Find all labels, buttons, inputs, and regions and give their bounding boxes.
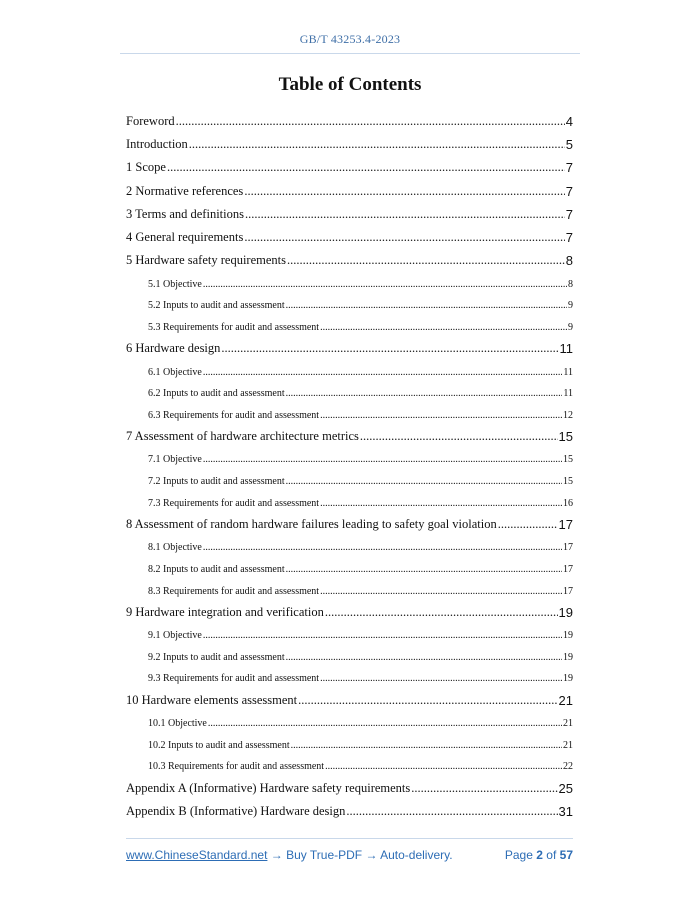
toc-entry-label: 9.2 Inputs to audit and assessment <box>148 651 285 663</box>
toc-entry-page-number: 7 <box>565 206 573 222</box>
toc-dot-leader <box>244 230 564 245</box>
toc-entry-page-number: 7 <box>565 229 573 245</box>
toc-dot-leader <box>320 673 562 684</box>
toc-entry-page-number: 9 <box>568 321 573 333</box>
toc-entry[interactable] <box>126 796 573 819</box>
toc-subentry[interactable] <box>126 532 573 554</box>
toc-dot-leader <box>286 388 563 399</box>
current-page-number: 2 <box>536 848 543 862</box>
toc-entry-label: 2 Normative references <box>126 183 244 198</box>
toc-dot-leader <box>203 279 567 290</box>
toc-entry-label: 1 Scope <box>126 160 166 175</box>
toc-entry-page-number: 8 <box>568 278 573 290</box>
toc-entry-page-number: 21 <box>563 739 573 751</box>
toc-entry[interactable] <box>126 152 573 175</box>
footer-tagline: → Buy True-PDF → Auto-delivery. <box>267 848 453 862</box>
toc-entry-page-number: 21 <box>558 692 573 708</box>
toc-subentry[interactable] <box>126 268 573 290</box>
toc-entry-page-number: 25 <box>558 780 573 796</box>
toc-entry-label: 4 General requirements <box>126 229 244 244</box>
toc-entry-label: Appendix B (Informative) Hardware design <box>126 803 346 818</box>
toc-dot-leader <box>346 804 557 819</box>
toc-subentry[interactable] <box>126 663 573 685</box>
toc-dot-leader <box>411 781 557 796</box>
toc-subentry[interactable] <box>126 553 573 575</box>
toc-entry[interactable] <box>126 509 573 532</box>
toc-entry-page-number: 15 <box>563 476 573 488</box>
toc-entry-label: 10.2 Inputs to audit and assessment <box>148 739 290 751</box>
toc-dot-leader <box>360 429 558 444</box>
website-link[interactable]: www.ChineseStandard.net <box>126 848 268 862</box>
toc-dot-leader <box>167 160 565 175</box>
toc-entry-label: 5 Hardware safety requirements <box>126 252 286 267</box>
footer-divider <box>126 838 573 839</box>
toc-subentry[interactable] <box>126 751 573 773</box>
toc-entry[interactable] <box>126 199 573 222</box>
toc-entry-page-number: 4 <box>565 114 573 130</box>
toc-entry-label: 8.1 Objective <box>148 542 202 554</box>
toc-dot-leader <box>325 605 558 620</box>
toc-dot-leader <box>244 184 564 199</box>
toc-entry[interactable] <box>126 597 573 620</box>
toc-dot-leader <box>325 761 562 772</box>
toc-entry[interactable] <box>126 129 573 152</box>
toc-entry-label: 6.1 Objective <box>148 366 202 378</box>
toc-entry-label: 10 Hardware elements assessment <box>126 692 298 707</box>
toc-dot-leader <box>189 137 565 152</box>
toc-entry-page-number: 11 <box>563 366 573 378</box>
toc-entry-page-number: 11 <box>559 340 573 356</box>
toc-entry-page-number: 15 <box>558 428 573 444</box>
toc-dot-leader <box>498 517 558 532</box>
table-of-contents <box>126 106 573 819</box>
toc-subentry[interactable] <box>126 641 573 663</box>
toc-subentry[interactable] <box>126 378 573 400</box>
total-pages-number: 57 <box>559 848 573 862</box>
toc-entry[interactable] <box>126 106 573 129</box>
toc-entry-label: 10.1 Objective <box>148 718 207 730</box>
toc-entry-page-number: 17 <box>563 585 573 597</box>
toc-entry-label: 10.3 Requirements for audit and assessment <box>148 761 325 773</box>
toc-dot-leader <box>298 693 557 708</box>
toc-entry-label: 9.1 Objective <box>148 630 202 642</box>
toc-dot-leader <box>291 740 562 751</box>
toc-dot-leader <box>203 542 562 553</box>
toc-entry-label: 8 Assessment of random hardware failures leading to safety goal violation <box>126 516 497 531</box>
toc-subentry[interactable] <box>126 620 573 642</box>
toc-entry-page-number: 7 <box>565 183 573 199</box>
toc-dot-leader <box>286 652 562 663</box>
toc-dot-leader <box>208 718 562 729</box>
toc-entry-page-number: 31 <box>558 803 573 819</box>
toc-entry-page-number: 19 <box>563 630 573 642</box>
toc-entry[interactable] <box>126 245 573 268</box>
toc-entry-page-number: 21 <box>563 718 573 730</box>
toc-entry[interactable] <box>126 772 573 795</box>
page-indicator <box>505 848 573 862</box>
toc-entry-page-number: 17 <box>563 563 573 575</box>
toc-dot-leader <box>245 207 565 222</box>
toc-entry[interactable] <box>126 684 573 707</box>
toc-dot-leader <box>203 367 562 378</box>
toc-subentry[interactable] <box>126 729 573 751</box>
toc-entry-page-number: 17 <box>558 516 573 532</box>
toc-entry[interactable] <box>126 333 573 356</box>
toc-dot-leader <box>286 564 562 575</box>
toc-entry-label: 6 Hardware design <box>126 340 221 355</box>
toc-subentry[interactable] <box>126 708 573 730</box>
toc-entry-page-number: 11 <box>563 388 573 400</box>
toc-dot-leader <box>203 454 562 465</box>
toc-entry-page-number: 8 <box>565 252 573 268</box>
toc-dot-leader <box>286 300 567 311</box>
toc-entry-page-number: 9 <box>568 300 573 312</box>
toc-entry-page-number: 7 <box>565 160 573 176</box>
toc-dot-leader <box>320 322 567 333</box>
toc-entry-label: Foreword <box>126 114 175 129</box>
page-footer <box>126 848 573 862</box>
toc-entry-label: 7.3 Requirements for audit and assessment <box>148 497 320 509</box>
toc-entry-label: 8.3 Requirements for audit and assessment <box>148 585 320 597</box>
toc-entry-label: 6.2 Inputs to audit and assessment <box>148 388 285 400</box>
page-title: Table of Contents <box>278 74 422 95</box>
toc-subentry[interactable] <box>126 444 573 466</box>
toc-entry-page-number: 17 <box>563 542 573 554</box>
toc-entry[interactable] <box>126 175 573 198</box>
toc-entry-label: 8.2 Inputs to audit and assessment <box>148 563 285 575</box>
header-divider <box>120 53 580 54</box>
toc-entry-label: Appendix A (Informative) Hardware safety requirements <box>126 780 411 795</box>
toc-entry-label: 5.1 Objective <box>148 278 202 290</box>
toc-entry-label: Introduction <box>126 137 188 152</box>
toc-dot-leader <box>320 586 562 597</box>
toc-dot-leader <box>320 498 562 509</box>
toc-subentry[interactable] <box>126 290 573 312</box>
toc-entry-page-number: 12 <box>563 409 573 421</box>
toc-entry-label: 9.3 Requirements for audit and assessment <box>148 673 320 685</box>
toc-entry-page-number: 5 <box>565 137 573 153</box>
toc-dot-leader <box>287 253 565 268</box>
toc-entry-label: 9 Hardware integration and verification <box>126 604 324 619</box>
page-label: Page <box>504 848 533 862</box>
toc-entry-label: 7 Assessment of hardware architecture metrics <box>126 428 359 443</box>
toc-subentry[interactable] <box>126 487 573 509</box>
toc-entry-page-number: 22 <box>563 761 573 773</box>
toc-entry-label: 7.1 Objective <box>148 454 202 466</box>
toc-entry-label: 5.3 Requirements for audit and assessment <box>148 321 320 333</box>
toc-subentry[interactable] <box>126 575 573 597</box>
toc-entry-page-number: 19 <box>563 673 573 685</box>
toc-entry-page-number: 15 <box>563 454 573 466</box>
toc-entry-label: 5.2 Inputs to audit and assessment <box>148 300 285 312</box>
toc-subentry[interactable] <box>126 399 573 421</box>
toc-entry-page-number: 19 <box>563 651 573 663</box>
toc-dot-leader <box>203 630 562 641</box>
document-header: GB/T 43253.4-2023 <box>299 32 401 46</box>
toc-dot-leader <box>176 114 565 129</box>
toc-dot-leader <box>320 410 562 421</box>
toc-entry-label: 3 Terms and definitions <box>126 206 244 221</box>
toc-entry[interactable] <box>126 421 573 444</box>
toc-subentry[interactable] <box>126 356 573 378</box>
page-of-label: of <box>546 848 557 862</box>
toc-subentry[interactable] <box>126 311 573 333</box>
toc-entry-page-number: 19 <box>558 604 573 620</box>
toc-dot-leader <box>286 476 562 487</box>
toc-entry-page-number: 16 <box>563 497 573 509</box>
toc-entry[interactable] <box>126 222 573 245</box>
toc-subentry[interactable] <box>126 465 573 487</box>
toc-entry-label: 7.2 Inputs to audit and assessment <box>148 476 285 488</box>
toc-entry-label: 6.3 Requirements for audit and assessment <box>148 409 320 421</box>
toc-dot-leader <box>221 341 558 356</box>
